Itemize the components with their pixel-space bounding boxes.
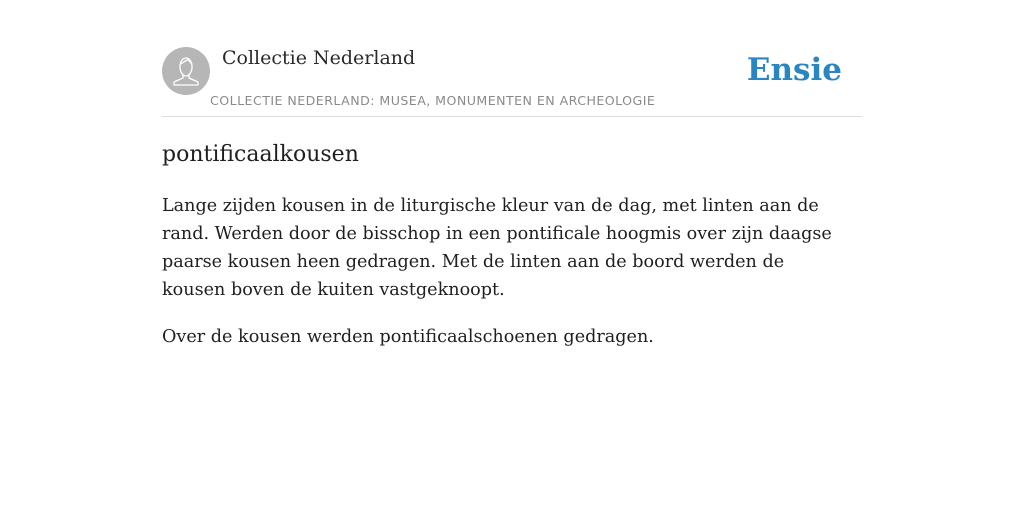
entry-paragraph: Lange zijden kousen in de liturgische kleur van de dag, met linten aan de rand. Werden door de bisschop in een pontificale hoogmis over zijn daagse paarse kousen heen gedragen. Met de linten aan de boord werden de kousen boven de kuiten vastgeknoopt. (162, 196, 832, 300)
entry-header (162, 46, 862, 117)
entry-title: pontificaalkousen (162, 142, 359, 167)
collection-label[interactable]: COLLECTIE NEDERLAND: MUSEA, MONUMENTEN EN ARCHEOLOGIE (210, 93, 656, 108)
author-avatar[interactable] (162, 47, 210, 95)
entry-paragraph: Over de kousen werden pontificaalschoenen gedragen. (162, 327, 654, 347)
author-name[interactable]: Collectie Nederland (222, 47, 416, 69)
user-silhouette-icon (162, 47, 210, 95)
ensie-logo[interactable]: Ensie (746, 52, 842, 88)
entry-body (162, 192, 852, 370)
